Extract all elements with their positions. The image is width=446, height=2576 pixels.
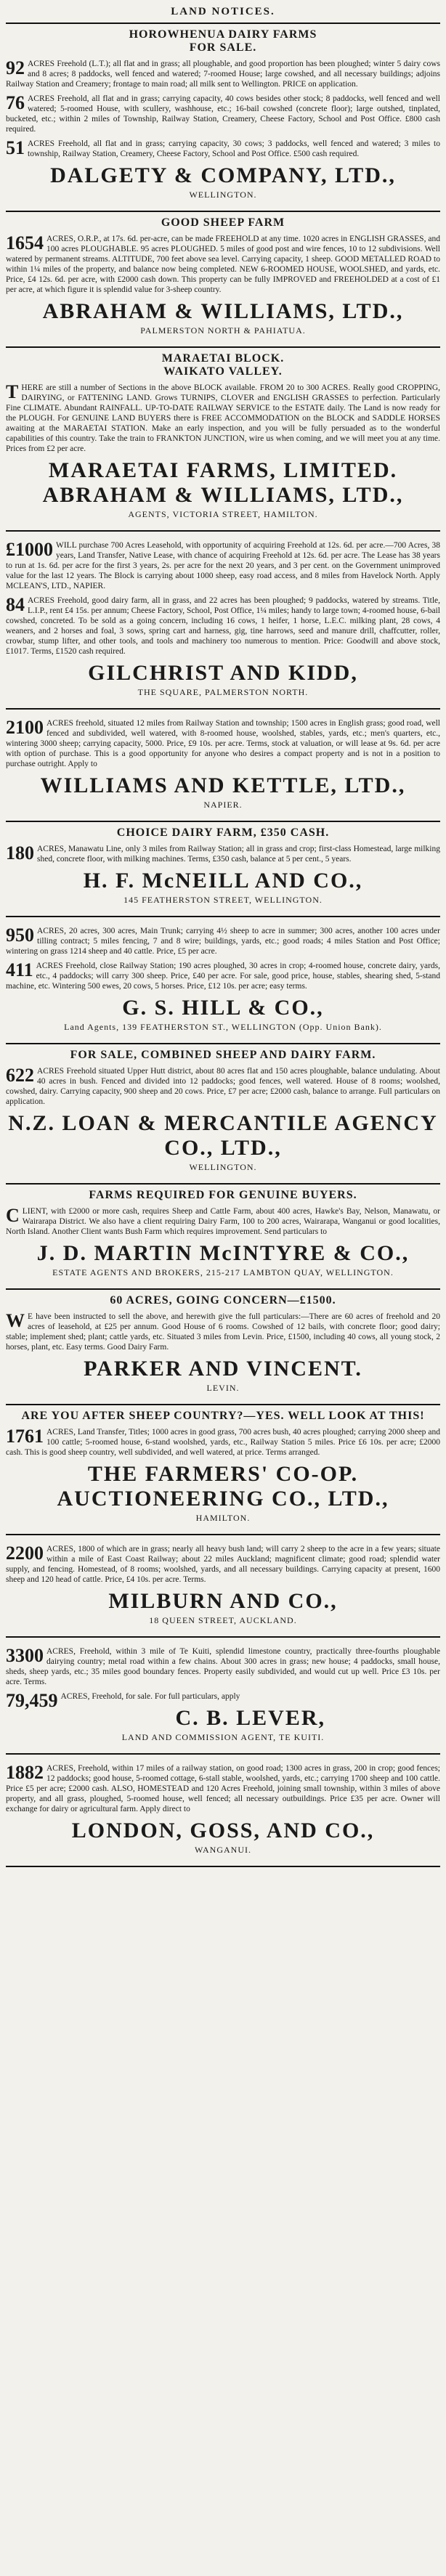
ad-body-text: LIENT, with £2000 or more cash, requires Sheep and Cattle Farm, about 400 acres, Hawke's Bay, Nelson, Manawatu, or Wairarapa District. We also have a client requiring Dairy Farm, 100 to 200 acres, Wairarapa, Wanganui or good localities, North Island. Another Client wants Bush Farm which requires improvement. Send particulars to (6, 1207, 440, 1236)
divider (6, 1288, 440, 1290)
divider (6, 530, 440, 532)
divider (6, 1636, 440, 1638)
ad-title: 60 ACRES, GOING CONCERN—£1500. (110, 1294, 336, 1307)
ad-paragraph (6, 926, 440, 956)
agent-name: GILCHRIST AND KIDD, (88, 661, 358, 685)
ad-body-text: ACRES, O.R.P., at 17s. 6d. per-acre, can be made FREEHOLD at any time. 1020 acres in ENGLISH GRASSES, and 100 acres PLOUGHABLE. 95 acres PLOUGHED. 5 miles of good post and wire fences, 10 to 12 subdivisions. Well watered by permanent streams. ALTITUDE, 700 feet above sea level. Carrying capacity, 1 sheep. GOOD METALLED ROAD to within 1¼ miles of the property, and balance now being completed. NEW 6-ROOMED HOUSE, WOOLSHED, and yards, etc. Price, £4 12s. 6d. per acre, with £2000 cash down. This property can be fully IMPROVED and FREEHOLDED at a cost of £1 per acre, at which figure it is splendid value for 3-sheep country. (6, 235, 440, 294)
agent-name: WILLIAMS AND KETTLE, LTD., (40, 773, 406, 797)
land-ad (6, 922, 440, 1039)
ad-lead-number: 180 (6, 842, 34, 864)
ad-body-text: ACRES, Land Transfer, Titles; 1000 acres in good grass, 700 acres bush, 40 acres ploughed; carrying 2000 sheep and 100 cattle; 5-roomed house, 6-stand woolshed, yards, etc., Railway Station 5 miles. Price £6 10s. per acre; £2000 cash. This is good sheep country, well subdivided, and well watered, at price. Terms arranged. (6, 1428, 440, 1457)
ad-body-text: E have been instructed to sell the above, and herewith give the full particulars:—There are 60 acres of freehold and 20 acres of leasehold, at £25 per annum. Good House of 6 rooms. Cowshed of 12 bails, with concrete floor; good dairy; stable; implement shed; plant; cattle yards, etc. Situated 3 miles from Levin. Price, £1500, including 40 cows, all young stock, 2 horses, plant, etc. Easy terms. Good Dairy Farm. (6, 1312, 440, 1352)
ad-lead-number: 51 (6, 137, 25, 158)
land-ad (6, 1540, 440, 1632)
ad-lead-number: 76 (6, 92, 25, 113)
agent-address: HAMILTON. (195, 1513, 251, 1523)
ad-lead-number: 2100 (6, 717, 44, 738)
ad-paragraph (6, 383, 440, 454)
agent-address: WELLINGTON. (189, 1162, 257, 1172)
ad-title: ARE YOU AFTER SHEEP COUNTRY?—YES. WELL LOOK AT THIS! (21, 1410, 425, 1422)
ad-body-text: ACRES Freehold, all flat and in grass; carrying capacity, 40 cows besides other stock; 8 paddocks, well fenced and well watered; 5-roomed House, with scullery, washhouse, etc.; 16-bail cowshed (concrete floor); large outshed, tinplated, bucketed, etc.; within 2 miles of Township, Railway Station, Creamery, Cheese Factory, School and Post Office. £800 cash required. (6, 94, 440, 134)
agent-name: ABRAHAM & WILLIAMS, LTD., (42, 299, 404, 323)
agent-address: NAPIER. (203, 800, 243, 810)
ad-body-text: ACRES, Manawatu Line, only 3 miles from Railway Station; all in grass and crop; first-class Homestead, large milking shed, concrete floor, with milking machines. Terms, £350 cash, balance at 5 per cent., 5 years. (37, 845, 440, 864)
section-title: LAND NOTICES. (171, 6, 275, 17)
ad-subtitle: FOR SALE. (189, 41, 257, 54)
divider (6, 821, 440, 822)
agent-name: H. F. McNEILL AND CO., (83, 869, 363, 893)
agent-name: G. S. HILL & CO., (122, 996, 324, 1020)
divider (6, 23, 440, 24)
ad-body-text: ACRES, 1800 of which are in grass; nearly all heavy bush land; will carry 2 sheep to the acre in a few years; situate within a mile of East Coast Railway; about 22 miles Auckland; magnificent climate; good road; splendid water supply, and fencing. Homestead, of 8 rooms; woolshed, yards, and all necessary buildings. Carrying capacity at present, 1600 sheep and 120 head of cattle. Price, £4 10s. per acre. Terms. (6, 1545, 440, 1584)
ad-body-text: HERE are still a number of Sections in the above BLOCK available. FROM 20 to 300 ACRES. Really good CROPPING, DAIRYING, or FATTENING LAND. Grows TURNIPS, CLOVER and ENGLISH GRASSES to perfection. Particularly Fine CLIMATE. Abundant RAINFALL. UP-TO-DATE RAILWAY SERVICE to the ESTATE daily. The Land is now ready for the PLOUGH. For GENUINE LAND BUYERS there is FREE ACCOMMODATION on the BLOCK and SADDLE HORSES awaiting at the MARAETAI STATION. Make an early inspection, and you will be fully persuaded as to the wonderful capabilities of this country. Take the train to FRANKTON JUNCTION, wire us when coming, and we will meet you at any time. Prices from £2 per acre. (6, 383, 440, 453)
ad-paragraph (6, 596, 440, 657)
ad-paragraph (6, 94, 440, 134)
land-ad (6, 536, 440, 704)
agent-name: C. B. LEVER, (175, 1706, 326, 1730)
ad-paragraph (6, 718, 440, 769)
land-ad (6, 28, 440, 206)
ad-body-text: ACRES freehold, situated 12 miles from Railway Station and township; 1500 acres in English grass; good road, well fenced and subdivided, well watered, with 8-roomed house, woolshed, stables, yards, etc.; men's quarters, etc., wintering 3000 sheep; carrying capacity, 5000. Price, £9 10s. per acre. Terms, stock at valuation, or will lease at 9s. 6d. per acre with option of purchase. This is a good opportunity for anyone who desires a compact property and is not in a position to purchase outright. Apply to (6, 719, 440, 768)
land-ad (6, 1410, 440, 1529)
ad-body-text: ACRES, Freehold, for sale. For full particulars, apply (60, 1692, 240, 1701)
land-ad (6, 826, 440, 911)
divider (6, 1866, 440, 1867)
ad-paragraph (6, 1690, 440, 1711)
agent-name: DALGETY & COMPANY, LTD., (50, 163, 396, 187)
ad-paragraph (6, 1763, 440, 1814)
ad-lead-number: 622 (6, 1065, 34, 1086)
agent-address: WANGANUI. (195, 1845, 251, 1855)
ad-paragraph (6, 1312, 440, 1352)
agent-address: ESTATE AGENTS AND BROKERS, 215-217 LAMBTON QUAY, WELLINGTON. (52, 1267, 394, 1277)
ad-paragraph (6, 1427, 440, 1458)
agent-name: THE FARMERS' CO-OP. AUCTIONEERING CO., LTD., (57, 1462, 389, 1511)
ad-body-text: ACRES, Freehold, within 3 mile of Te Kuiti, splendid limestone country, practically three-fourths ploughable dairying country; metal road within a few chains. About 300 acres in grass; new house; 4 paddocks, small house, sheds, sheep yards, etc.; 35 miles good boundary fences. Property easily subdivided, and would cut up well. Price £3 10s. per acre. Terms. (6, 1647, 440, 1686)
ad-body-text: ACRES Freehold, good dairy farm, all in grass, and 22 acres has been ploughed; 9 paddocks, watered by streams. Title, L.I.P., rent £4 15s. per annum; Cheese Factory, School, Post Office, 1¼ miles; handy to large town; 4-roomed house, 6-bail cowshed, concreted. To be sold as a going concern, including 16 cows, 1 heifer, 1 horse, L.E.C. milking plant, 28 cows, 4 weaners, and 2 horses and foal, 3 sows, spring cart and harness, gig, tine harrows, seed and manure drill, chaffcutter, roller, crowbar, stump lifter, and other tools, and tools and machinery too numerous to mention. Price: Goodwill and above stock, £1017. Terms, £1520 cash required. (6, 596, 440, 656)
land-ad (6, 714, 440, 816)
divider (6, 346, 440, 348)
ad-lead-number: 1761 (6, 1426, 44, 1447)
land-ad (6, 1189, 440, 1284)
ad-paragraph (6, 1206, 440, 1237)
ad-paragraph (6, 234, 440, 295)
ad-paragraph (6, 1544, 440, 1585)
agent-name: N.Z. LOAN & MERCANTILE AGENCY CO., LTD., (8, 1111, 438, 1160)
ad-lead-number: 1882 (6, 1762, 44, 1783)
agent-address: LEVIN. (206, 1383, 240, 1393)
ad-body-text: ACRES Freehold, all flat and in grass; carrying capacity, 30 cows; 3 paddocks, well fenced and watered; 3 miles to township, Railway Station, Creamery, Cheese Factory, School and Post Office. £500 cash required. (28, 139, 440, 158)
ad-title: HOROWHENUA DAIRY FARMS (129, 28, 317, 41)
agent-name: MARAETAI FARMS, LIMITED. ABRAHAM & WILLIAMS, LTD., (42, 458, 404, 507)
ad-title: CHOICE DAIRY FARM, £350 CASH. (116, 826, 330, 839)
land-ad (6, 1294, 440, 1399)
ad-lead-number: £1000 (6, 539, 53, 560)
ad-lead-number: W (6, 1310, 25, 1331)
ad-lead-number: 84 (6, 594, 25, 615)
land-ad (6, 1049, 440, 1179)
ad-body-text: ACRES Freehold, close Railway Station; 190 acres ploughed, 30 acres in crop; 4-roomed house, concrete dairy, yards, etc., 4 paddocks; will carry 300 sheep. Price, £40 per acre. For sale, good price, house, stables, shearing shed, 5-stand machine, etc. Wintering 500 ewes, 20 cows, 5 horses. Price, £12 10s. per acre; easy terms. (6, 962, 440, 991)
agent-address: LAND AND COMMISSION AGENT, TE KUITI. (121, 1732, 325, 1742)
agent-address: 18 QUEEN STREET, AUCKLAND. (149, 1615, 297, 1625)
ads-column (6, 28, 440, 1867)
divider (6, 1404, 440, 1405)
divider (6, 1753, 440, 1755)
ad-lead-number: 950 (6, 925, 34, 946)
agent-name: J. D. MARTIN McINTYRE & CO., (36, 1241, 410, 1265)
land-ad (6, 352, 440, 526)
agent-address: 145 FEATHERSTON STREET, WELLINGTON. (123, 895, 323, 905)
ad-body-text: ACRES Freehold (L.T.); all flat and in grass; all ploughable, and good proportion has been ploughed; winter 5 dairy cows and 8 acres; 8 paddocks, well fenced and watered; 7-roomed House; large cowshed, and all necessary buildings; adjoins Railway Station and Creamery; frontage to main road; all milk sent to Wellington. PRICE on application. (6, 60, 440, 89)
ad-lead-number: 2200 (6, 1543, 44, 1564)
ad-paragraph (6, 1646, 440, 1687)
divider (6, 1534, 440, 1535)
ad-body-text: ACRES, Freehold, within 17 miles of a railway station, on good road; 1300 acres in grass, 200 in crop; good fences; 12 paddocks; good house, 5-roomed cottage, 6-stall stable, woolshed, yards, etc.; carrying 1700 sheep and 100 cattle. Price £5 per acre; £2000 cash. ALSO, HOMESTEAD and 120 Acres Freehold, joining small township, within 3 miles of above property, and all grass, ploughed, 5-roomed house, well fenced; all necessary outbuildings. Price £35 per acre. Owner will exchange for dairy or agricultural farm. Apply direct to (6, 1764, 440, 1813)
agent-address: PALMERSTON NORTH & PAHIATUA. (140, 325, 306, 336)
agent-address: Land Agents, 139 FEATHERSTON ST., WELLINGTON (Opp. Union Bank). (64, 1022, 382, 1032)
ad-body-text: ACRES Freehold situated Upper Hutt district, about 80 acres flat and 150 acres ploughable, balance undulating. About 40 acres in bush. Fenced and divided into 12 paddocks; good fences, well watered. House of 8 rooms; woolshed, cowshed, dairy. Carrying capacity, 900 sheep and 20 cows. Price, £7 per acre; £2000 cash, balance to arrange. Full particulars on application. (6, 1067, 440, 1106)
agent-name: PARKER AND VINCENT. (84, 1357, 362, 1381)
divider (6, 211, 440, 212)
ad-title: MARAETAI BLOCK. (161, 352, 285, 365)
agent-address: WELLINGTON. (189, 190, 257, 200)
ad-paragraph (6, 59, 440, 89)
ad-paragraph (6, 844, 440, 864)
ad-paragraph (6, 139, 440, 159)
ad-subtitle: WAIKATO VALLEY. (163, 365, 283, 378)
ad-body-text: ACRES, 20 acres, 300 acres, Main Trunk; carrying 4½ sheep to acre in summer; 300 acres, another 100 acres under tilling contract; 5 miles fencing, 7 and 8 wire; buildings, yards, etc.; good roads; 4 miles Station and Post Office; wintering on grass 1214 sheep and 40 cattle. Price, £5 per acre. (6, 927, 440, 956)
ad-title: FOR SALE, COMBINED SHEEP AND DAIRY FARM. (70, 1049, 376, 1061)
divider (6, 708, 440, 710)
ad-lead-number: 1654 (6, 232, 44, 253)
agent-address: AGENTS, VICTORIA STREET, HAMILTON. (128, 509, 318, 519)
agent-name: MILBURN AND CO., (108, 1589, 338, 1613)
divider (6, 1043, 440, 1044)
agent-name: LONDON, GOSS, AND CO., (71, 1819, 375, 1842)
land-ad (6, 1642, 440, 1749)
agent-address: THE SQUARE, PALMERSTON NORTH. (137, 687, 309, 697)
ad-body-text: WILL purchase 700 Acres Leasehold, with opportunity of acquiring Freehold at 12s. 6d. per acre.—700 Acres, 38 years, Land Transfer, Native Lease, with chance of acquiring Freehold at 12s. 6d. per acre. The Lease has 38 years to run at 1s. 6d. per acre for the first 3 years, 2s. per acre for the next 20 years, and 3 per cent. on the Government unimproved value for the last 12 years. The Block is carrying about 1000 sheep, easy road access, and 8 miles from Havelock North. Apply MCLEAN'S, LTD., NAPIER. (6, 541, 440, 590)
divider (6, 1183, 440, 1185)
ad-lead-number: 3300 (6, 1645, 44, 1666)
ad-lead-number: T (6, 381, 19, 402)
ad-lead-number: C (6, 1205, 20, 1226)
land-ad (6, 216, 440, 342)
land-ad (6, 1759, 440, 1861)
ad-lead-number: 92 (6, 57, 25, 78)
ad-paragraph (6, 540, 440, 591)
ad-paragraph (6, 1066, 440, 1107)
divider (6, 916, 440, 917)
ad-title: FARMS REQUIRED FOR GENUINE BUYERS. (89, 1189, 357, 1201)
ad-paragraph (6, 961, 440, 991)
ad-title: GOOD SHEEP FARM (161, 216, 285, 229)
ad-lead-number: 411 (6, 959, 33, 980)
ad-lead-number: 79,459 (6, 1690, 58, 1711)
